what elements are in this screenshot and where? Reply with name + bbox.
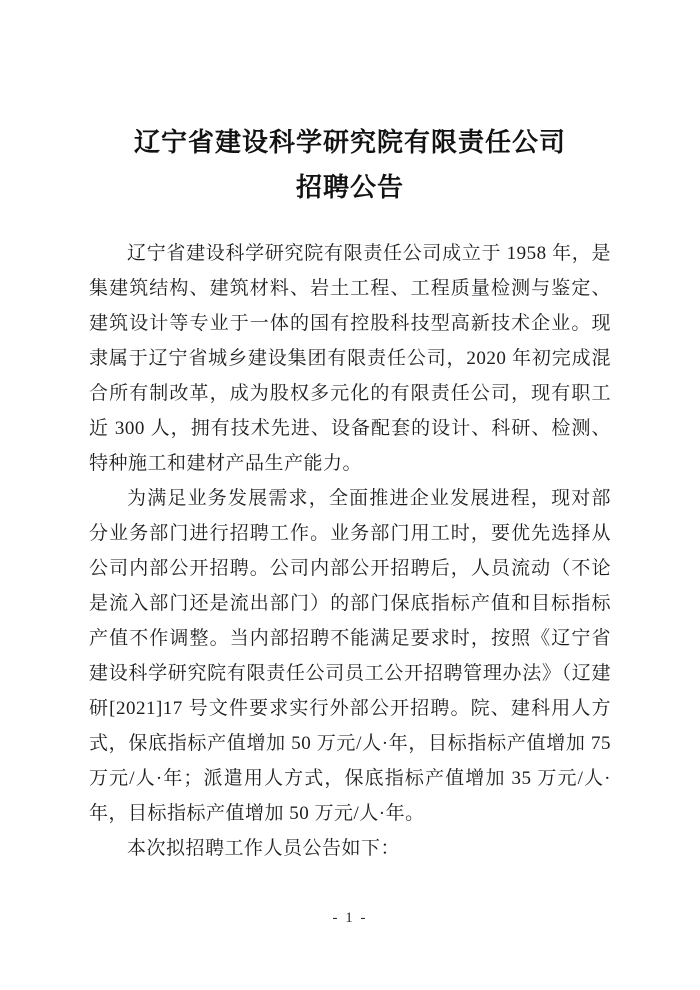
document-title [0,0,700,210]
document-title-line1: 辽宁省建设科学研究院有限责任公司 [133,128,566,157]
paragraph-company-intro: 辽宁省建设科学研究院有限责任公司成立于 1958 年，是集建筑结构、建筑材料、岩土工程、工程质量检测与鉴定、建筑设计等专业于一体的国有控股科技型高新技术企业。现隶属于辽宁省城乡建设集团有限责任公司，2020 年初完成混合所有制改革，成为股权多元化的有限责任公司，现有职工近 300 人，拥有技术先进、设备配套的设计、科研、检测、特种施工和建材产品生产能力。 [89,243,611,474]
document-body [89,236,611,866]
page-number: - 1 - [332,910,368,926]
paragraph-announcement-lead: 本次拟招聘工作人员公告如下： [127,838,401,859]
document-title-line2: 招聘公告 [295,173,404,202]
paragraph-recruitment-policy: 为满足业务发展需求，全面推进企业发展进程，现对部分业务部门进行招聘工作。业务部门用工时，要优先选择从公司内部公开招聘。公司内部公开招聘后，人员流动（不论是流入部门还是流出部门）的部门保底指标产值和目标指标产值不作调整。当内部招聘不能满足要求时，按照《辽宁省建设科学研究院有限责任公司员工公开招聘管理办法》（辽建研[2021]17 号文件要求实行外部公开招聘。院、建科用人方式，保底指标产值增加 50 万元/人·年，目标指标产值增加 75 万元/人·年；派遣用人方式，保底指标产值增加 35 万元/人·年，目标指标产值增加 50 万元/人·年。 [89,488,611,824]
